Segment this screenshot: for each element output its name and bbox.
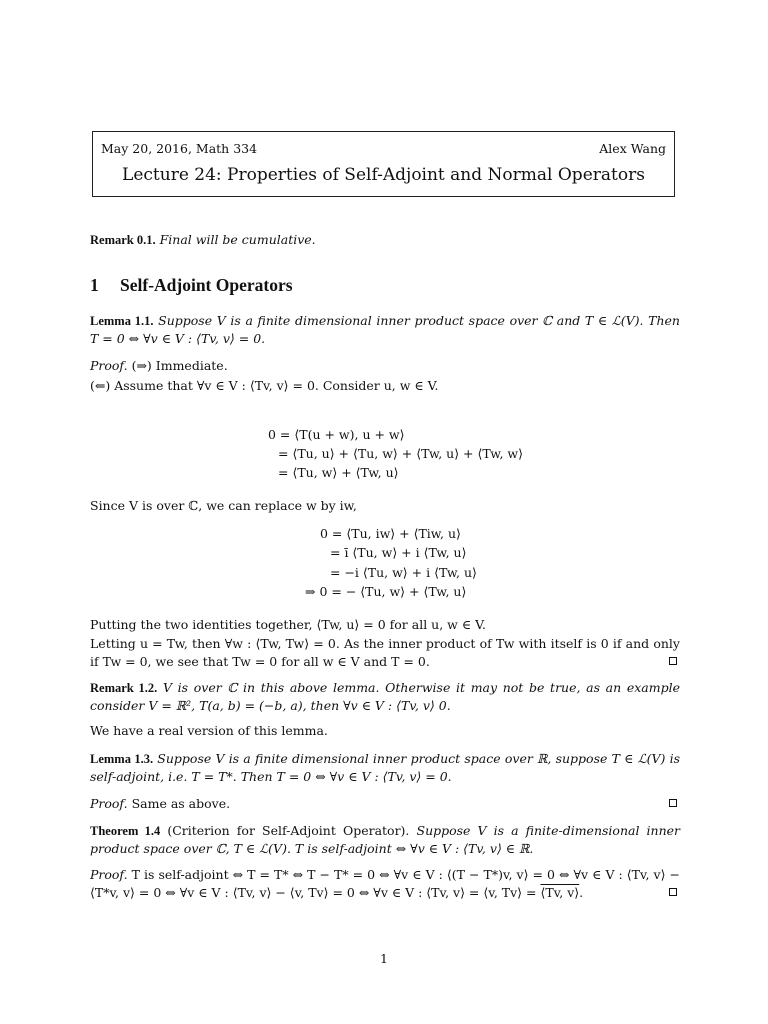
real-version-paragraph: We have a real version of this lemma. bbox=[90, 723, 328, 738]
equation-line: = ⟨Tu, u⟩ + ⟨Tu, w⟩ + ⟨Tw, u⟩ + ⟨Tw, w⟩ bbox=[278, 446, 524, 461]
remark-0-1 bbox=[90, 231, 680, 249]
lemma-text: Suppose V is a finite dimensional inner product space over ℂ and T ∈ ℒ(V). Then T = 0 ⇔ ∀v ∈ V : ⟨Tv, v⟩ = 0. bbox=[90, 313, 680, 346]
theorem-text: Suppose V is a finite-dimensional inner product space over ℂ, T ∈ ℒ(V). T is self-adjoint ⇔ ∀v ∈ V : ⟨Tv, v⟩ ∈ ℝ. bbox=[90, 823, 680, 856]
letting-paragraph: Letting u = Tw, then ∀w : ⟨Tw, Tw⟩ = 0. As the inner product of Tw with itself is 0 if and only if Tw = 0, we see that Tw = 0 for all w ∈ V and T = 0. bbox=[90, 636, 680, 669]
proof-label: Proof. bbox=[90, 867, 128, 882]
lecture-title: Lecture 24: Properties of Self-Adjoint and Normal Operators bbox=[122, 165, 645, 185]
equation-line: 0 = ⟨Tu, iw⟩ + ⟨Tiw, u⟩ bbox=[320, 526, 461, 541]
putting-paragraph: Putting the two identities together, ⟨Tw, u⟩ = 0 for all u, w ∈ V. bbox=[90, 617, 486, 632]
qed-square-icon bbox=[669, 799, 677, 807]
remark-label: Remark 1.2. bbox=[90, 681, 158, 695]
qed-square-icon bbox=[669, 657, 677, 665]
equation-line: ⇒ 0 = − ⟨Tu, w⟩ + ⟨Tw, u⟩ bbox=[305, 584, 467, 599]
section-number: 1 bbox=[90, 275, 99, 295]
proof-conjugate-term: ⟨Tv, v⟩ bbox=[540, 885, 580, 900]
proof-text: Same as above. bbox=[131, 796, 231, 811]
since-paragraph: Since V is over ℂ, we can replace w by iw, bbox=[90, 498, 357, 513]
lemma-1-3 bbox=[90, 750, 680, 786]
proof-label: Proof. bbox=[90, 358, 128, 373]
header-date-course: May 20, 2016, Math 334 bbox=[101, 141, 258, 156]
remark-1-2 bbox=[90, 679, 680, 715]
section-heading bbox=[90, 276, 293, 294]
proof-1-1-line1 bbox=[90, 357, 680, 375]
lemma-label: Lemma 1.1. bbox=[90, 314, 154, 328]
theorem-1-4 bbox=[90, 822, 680, 858]
proof-text: T is self-adjoint ⇔ T = T* ⇔ T − T* = 0 ⇔ ∀v ∈ V : ⟨(T − T*)v, v⟩ = 0 ⇔ ∀v ∈ V : ⟨Tv, v⟩ − ⟨T*v, v⟩ = 0 ⇔ ∀v ∈ V : ⟨Tv, v⟩ − ⟨v, Tv⟩ = 0 ⇔ ∀v ∈ V : ⟨Tv, v⟩ = ⟨v, Tv⟩ = bbox=[90, 867, 680, 900]
lemma-1-1 bbox=[90, 312, 680, 348]
equation-line: = ⟨Tu, w⟩ + ⟨Tw, u⟩ bbox=[278, 465, 399, 480]
remark-text: V is over ℂ in this above lemma. Otherwise it may not be true, as an example consider V = ℝ², T(a, b) = (−b, a), then ∀v ∈ V : ⟨Tv, v⟩ 0. bbox=[90, 680, 680, 713]
proof-1-3 bbox=[90, 795, 680, 813]
lecture-header-box bbox=[92, 131, 675, 197]
lemma-label: Lemma 1.3. bbox=[90, 752, 154, 766]
page-number: 1 bbox=[380, 951, 388, 966]
proof-1-4 bbox=[90, 866, 680, 902]
theorem-name: (Criterion for Self-Adjoint Operator). bbox=[167, 823, 410, 838]
proof-1-1-line2: (⇐) Assume that ∀v ∈ V : ⟨Tv, v⟩ = 0. Consider u, w ∈ V. bbox=[90, 378, 439, 393]
lemma-text: Suppose V is a finite dimensional inner product space over ℝ, suppose T ∈ ℒ(V) is self-adjoint, i.e. T = T*. Then T = 0 ⇔ ∀v ∈ V : ⟨Tv, v⟩ = 0. bbox=[90, 751, 680, 784]
equation-line: = ī ⟨Tu, w⟩ + i ⟨Tw, u⟩ bbox=[330, 545, 467, 560]
equation-line: = −i ⟨Tu, w⟩ + i ⟨Tw, u⟩ bbox=[330, 565, 477, 580]
proof-end: . bbox=[579, 885, 584, 900]
remark-text: Final will be cumulative. bbox=[159, 232, 316, 247]
theorem-label: Theorem 1.4 bbox=[90, 824, 161, 838]
section-title: Self-Adjoint Operators bbox=[120, 275, 293, 295]
proof-text: (⇒) Immediate. bbox=[131, 358, 228, 373]
qed-square-icon bbox=[669, 888, 677, 896]
header-author: Alex Wang bbox=[599, 141, 666, 156]
equation-line: 0 = ⟨T(u + w), u + w⟩ bbox=[268, 427, 405, 442]
remark-label: Remark 0.1. bbox=[90, 233, 156, 247]
proof-label: Proof. bbox=[90, 796, 128, 811]
